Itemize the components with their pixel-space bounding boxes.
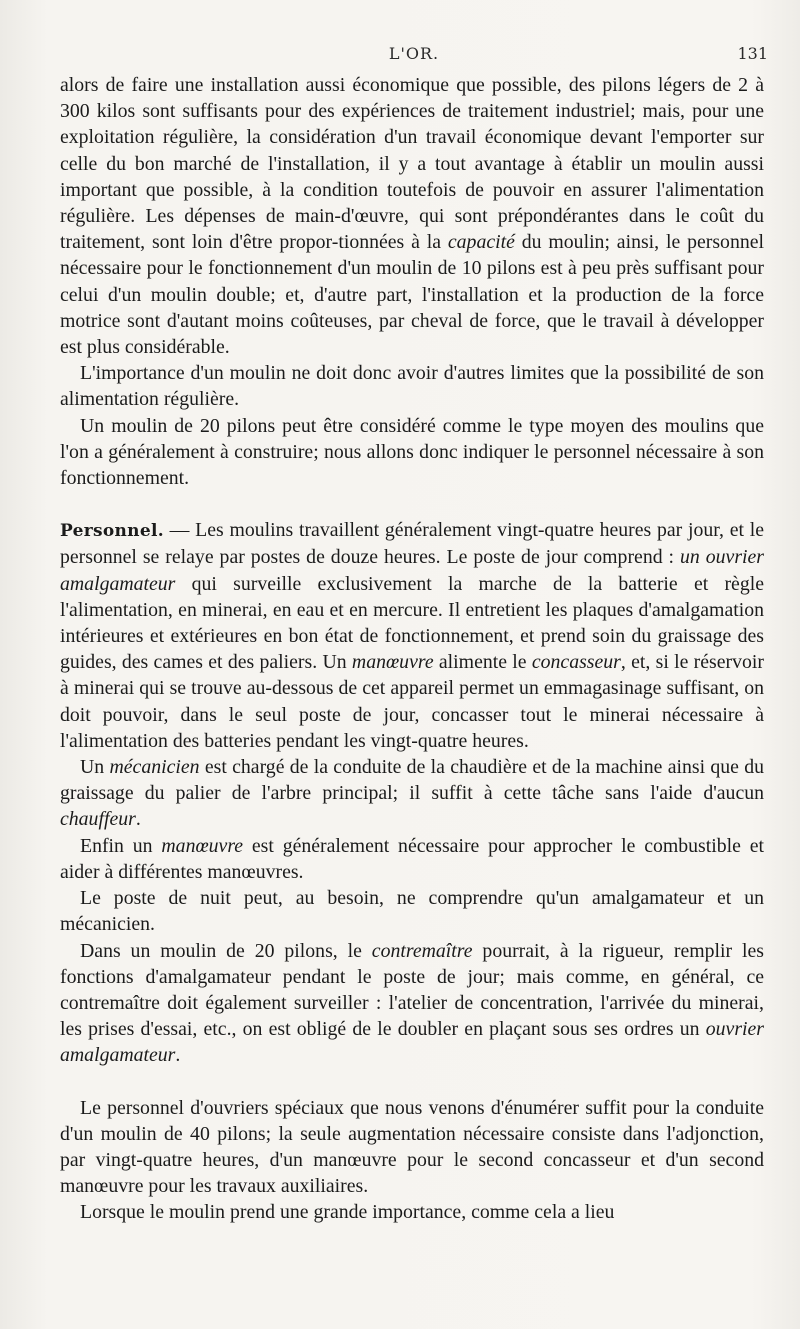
paragraph-8 [60, 938, 764, 1069]
p8-italic-contremaitre: contremaître [371, 939, 473, 962]
running-title: L'OR. [388, 44, 440, 63]
p8-text-a: Dans un moulin de 20 pilons, le [80, 939, 362, 962]
section-heading-personnel: Personnel. [60, 521, 164, 542]
p5-italic-chauffeur: chauffeur [60, 808, 136, 831]
body-text [60, 72, 764, 1226]
p5-text-b: est chargé de la conduite de la chaudière et de la machine ainsi que du graissage du palier de l'arbre principal; il suffit à cette tâche sans l'aide d'aucun [60, 756, 764, 805]
paragraph-personnel [60, 517, 764, 754]
p8-italic-ouvrier-amalgamateur: ouvrier amalgamateur [60, 1018, 764, 1067]
p4-text-c: alimente le [438, 651, 527, 674]
p4-text-d: , et, si le réservoir à minerai qui se trouve au-dessous de cet appareil permet un emmagasinage suffisant, on doit pouvoir, dans le seul poste de jour, concasser tout le minerai nécessaire à l'alimentation des batteries pendant les vingt-quatre heures. [60, 651, 764, 752]
p5-text-c: . [135, 808, 141, 831]
page-header [60, 44, 768, 70]
page-number: 131 [737, 44, 768, 63]
p8-text-b: pourrait, à la rigueur, remplir les fonctions d'amalgamateur pendant le poste de jour; mais comme, en général, ce contremaître doit également surveiller : l'atelier de concentration, l'arrivée du minerai, les prises d'essai, etc., on est obligé de le doubler en plaçant sous ses ordres un [60, 939, 764, 1041]
paragraph-9: Le personnel d'ouvriers spéciaux que nous venons d'énumérer suffit pour la conduite d'un moulin de 40 pilons; la seule augmentation nécessaire consiste dans l'adjonction, par vingt-quatre heures, d'un manœuvre pour le second concasseur et d'un second manœuvre pour les travaux auxiliaires. [60, 1096, 764, 1198]
p5-italic-mecanicien: mécanicien [109, 756, 200, 779]
p8-text-c: . [175, 1044, 181, 1067]
p6-text-b: est généralement nécessaire pour approcher le combustible et aider à différentes manœuvres. [60, 834, 764, 883]
p1-text-b: du moulin; ainsi, le personnel nécessaire pour le fonctionnement d'un moulin de 10 pilons est à peu près suffisant pour celui d'un moulin double; et, d'autre part, l'installation et la production de la force motrice sont d'autant moins coûteuses, par cheval de force, que le travail à développer est plus considérable. [60, 231, 764, 359]
p6-text-a: Enfin un [80, 834, 153, 857]
paragraph-2: L'importance d'un moulin ne doit donc avoir d'autres limites que la possibilité de son alimentation régulière. [60, 362, 764, 411]
paragraph-6 [60, 833, 764, 885]
p5-text-a: Un [80, 756, 105, 779]
p1-italic-capacite: capacité [447, 231, 515, 254]
p4-italic-concasseur: concasseur [531, 651, 621, 674]
paragraph-3: Un moulin de 20 pilons peut être considéré comme le type moyen des moulins que l'on a généralement à construire; nous allons donc indiquer le personnel nécessaire à son fonctionnement. [60, 414, 764, 490]
p4-italic-ouvrier: un ouvrier amalgamateur [60, 546, 765, 595]
p4-text-a: — Les moulins travaillent généralement vingt-quatre heures par jour, et le personnel se relaye par postes de douze heures. Le poste de jour comprend : [60, 519, 764, 569]
paragraph-1 [60, 72, 764, 360]
paragraph-7: Le poste de nuit peut, au besoin, ne comprendre qu'un amalgamateur et un mécanicien. [60, 887, 764, 936]
p1-text: alors de faire une installation aussi économique que possible, des pilons légers de 2 à 300 kilos sont suffisants pour des expériences de traitement industriel; mais, pour une exploitation régulière, la considération d'un travail économique devant l'emporter sur celle du bon marché de l'installation, il y a tout avantage à établir un moulin aussi important que possible, à la condition toutefois de pouvoir en assurer l'alimentation régulière. Les dépenses de main-d'œuvre, qui sont prépondérantes dans le coût du traitement, sont loin d'être propor-tionnées à la [60, 74, 764, 254]
paragraph-10: Lorsque le moulin prend une grande importance, comme cela a lieu [80, 1201, 615, 1224]
p4-italic-manoeuvre: manœuvre [351, 651, 434, 674]
paragraph-5 [60, 754, 764, 833]
p4-text-b: qui surveille exclusivement la marche de la batterie et règle l'alimentation, en minerai, en eau et en mercure. Il entretient les plaques d'amalgamation intérieures et extérieures en bon état de fonctionnement, et prend soin du graissage des guides, des cames et des paliers. Un [60, 572, 764, 674]
p6-italic-manoeuvre: manœuvre [161, 834, 244, 857]
